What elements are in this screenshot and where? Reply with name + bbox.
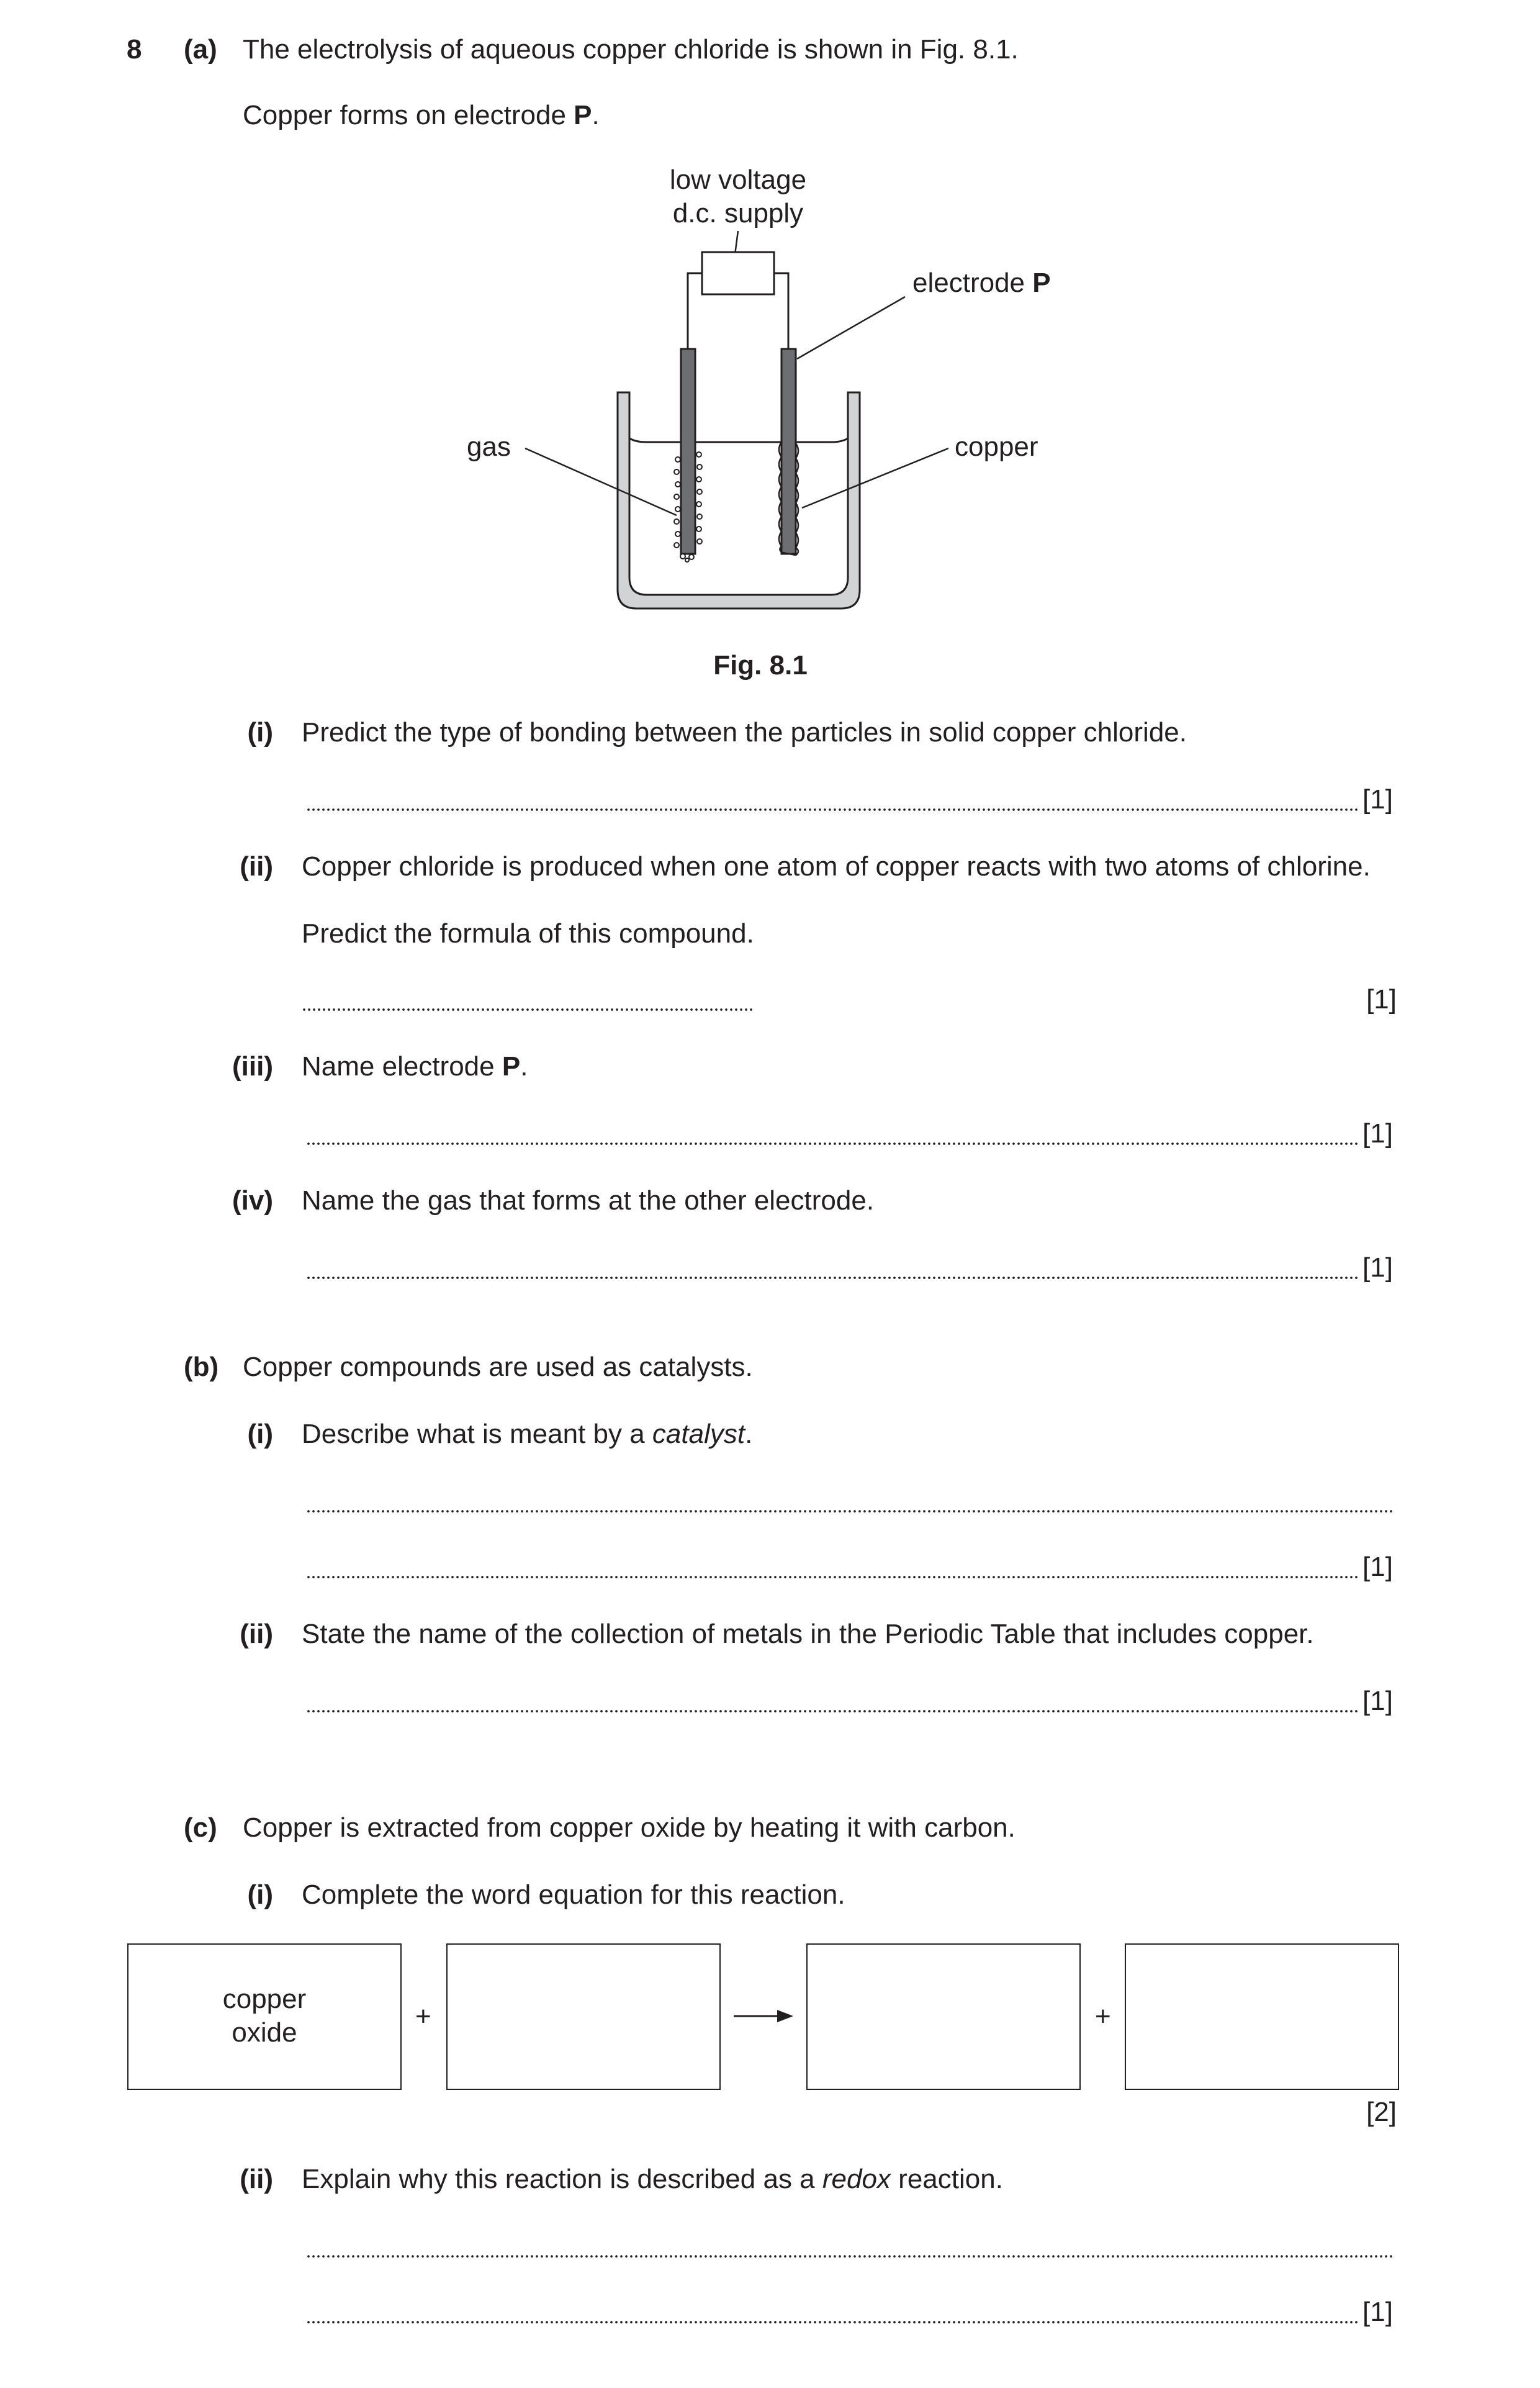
gas-label: gas <box>467 432 511 462</box>
equation-box-product-1[interactable] <box>806 1943 1081 2090</box>
part-b-label: (b) <box>184 1352 219 1382</box>
marks-c-i: [2] <box>1366 2097 1397 2127</box>
marks-a-ii: [1] <box>1366 984 1397 1015</box>
part-a-ii-text-2: Predict the formula of this compound. <box>302 918 754 949</box>
part-a-i-label: (i) <box>247 717 273 748</box>
solution-surface <box>629 438 848 442</box>
part-b-ii-text: State the name of the collection of metals in the Periodic Table that includes copper. <box>302 1619 1314 1649</box>
part-a-i-text: Predict the type of bonding between the particles in solid copper chloride. <box>302 717 1187 748</box>
question-number: 8 <box>127 34 142 65</box>
part-c-ii-text: Explain why this reaction is described as a redox reaction. <box>302 2164 1003 2194</box>
part-a-iii-label: (iii) <box>232 1051 273 1082</box>
equation-box-product-2[interactable] <box>1125 1943 1399 2090</box>
box-1-line-1: copper <box>222 1984 307 2014</box>
part-c-ii-label: (ii) <box>240 2164 273 2194</box>
marks-a-iv: [1] <box>1362 1252 1393 1283</box>
equation-box-copper-oxide <box>127 1943 402 2090</box>
part-b-intro: Copper compounds are used as catalysts. <box>243 1352 753 1382</box>
part-c-label: (c) <box>184 1812 217 1843</box>
answer-line-b-ii[interactable] <box>306 1710 1360 1712</box>
part-a-iv-text: Name the gas that forms at the other electrode. <box>302 1185 875 1216</box>
part-b-i-label: (i) <box>247 1419 273 1449</box>
part-a-intro-2: Copper forms on electrode P. <box>243 100 600 130</box>
answer-line-b-i-2[interactable] <box>306 1576 1360 1578</box>
part-a-label: (a) <box>184 34 217 65</box>
part-a-iii-text: Name electrode P. <box>302 1051 528 1082</box>
figure-caption: Fig. 8.1 <box>713 650 808 681</box>
answer-line-a-iv[interactable] <box>306 1277 1360 1279</box>
supply-label-line-1: low voltage <box>669 165 807 195</box>
marks-a-iii: [1] <box>1362 1118 1393 1149</box>
part-a-intro: The electrolysis of aqueous copper chloride is shown in Fig. 8.1. <box>243 34 1019 65</box>
plus-sign-1: + <box>415 2001 431 2032</box>
answer-line-a-i[interactable] <box>306 808 1360 811</box>
part-b-ii-label: (ii) <box>240 1619 273 1649</box>
anode <box>681 349 695 554</box>
part-b-i-text: Describe what is meant by a catalyst. <box>302 1419 753 1449</box>
electrode-p-label: electrode P <box>912 268 1051 298</box>
marks-b-ii: [1] <box>1362 1686 1393 1716</box>
dc-supply-box <box>702 252 774 294</box>
copper-label: copper <box>955 432 1038 462</box>
part-a-iv-label: (iv) <box>232 1185 273 1216</box>
marks-c-ii: [1] <box>1362 2297 1393 2327</box>
part-c-intro: Copper is extracted from copper oxide by heating it with carbon. <box>243 1812 1015 1843</box>
part-a-ii-text: Copper chloride is produced when one atom of copper reacts with two atoms of chlorine. <box>302 851 1371 882</box>
answer-line-a-ii[interactable] <box>302 1008 755 1011</box>
supply-label-line-2: d.c. supply <box>672 198 804 228</box>
electrolysis-diagram <box>0 0 1540 714</box>
answer-line-b-i-1[interactable] <box>306 1510 1394 1513</box>
marks-a-i: [1] <box>1362 784 1393 815</box>
answer-line-c-ii-2[interactable] <box>306 2321 1360 2323</box>
part-c-i-label: (i) <box>247 1879 273 1910</box>
answer-line-a-iii[interactable] <box>306 1142 1360 1145</box>
box-1-line-2: oxide <box>232 2017 297 2048</box>
equation-box-reactant-2[interactable] <box>446 1943 721 2090</box>
electrode-p <box>781 349 796 554</box>
beaker <box>618 392 860 608</box>
plus-sign-2: + <box>1095 2001 1111 2032</box>
marks-b-i: [1] <box>1362 1552 1393 1582</box>
answer-line-c-ii-1[interactable] <box>306 2255 1394 2258</box>
part-a-ii-label: (ii) <box>240 851 273 882</box>
reaction-arrow-icon <box>732 2007 795 2025</box>
part-c-i-text: Complete the word equation for this reaction. <box>302 1879 845 1910</box>
